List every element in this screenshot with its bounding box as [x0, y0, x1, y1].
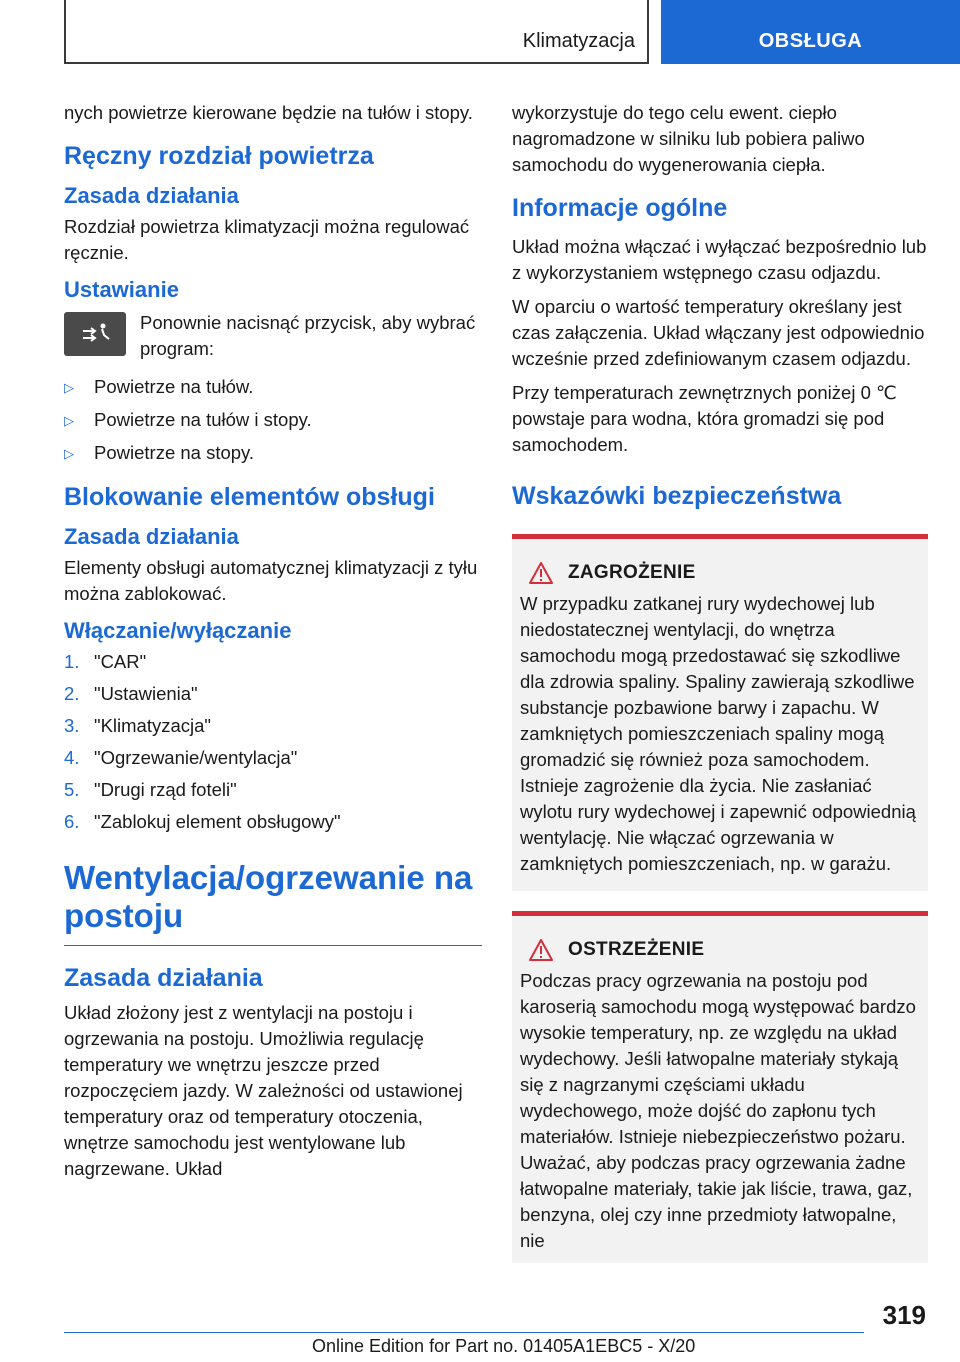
list-item: ▷ Powietrze na tułów. — [64, 374, 482, 401]
warning-title: OSTRZEŻENIE — [568, 939, 705, 960]
heading-parking-ventilation: Wentylacja/ogrzewanie na postoju — [64, 859, 482, 946]
setting-row — [64, 310, 482, 362]
setting-paragraph: Ponownie nacisnąć przycisk, aby wybrać program: — [140, 312, 476, 359]
warning-triangle-icon — [528, 561, 554, 585]
principle-1-paragraph: Rozdział powietrza klimatyzacji można regulować ręcznie. — [64, 216, 470, 263]
list-item: ▷ Powietrze na tułów i stopy. — [64, 407, 482, 434]
general-paragraph-3: Przy temperaturach zewnętrznych poniżej 0 ℃ powstaje para wodna, która gromadzi się pod samochodem. — [512, 382, 897, 455]
footer-divider — [64, 1332, 864, 1333]
heading-general-info: Informacje ogólne — [512, 194, 728, 222]
page-number: 319 — [882, 1300, 926, 1330]
right-column — [512, 100, 928, 1263]
list-item: ▷ Powietrze na stopy. — [64, 440, 482, 467]
header-section-title: Klimatyzacja — [522, 30, 635, 52]
list-item: 4. "Ogrzewanie/wentylacja" — [64, 747, 298, 768]
list-item: 3. "Klimatyzacja" — [64, 715, 211, 736]
triangle-bullet-icon: ▷ — [64, 446, 74, 461]
heading-on-off: Włączanie/wyłączanie — [64, 618, 292, 643]
principle-3-paragraph: Układ złożony jest z wentylacji na postoju i ogrzewania na postoju. Umożliwia regulację temperatury we wnętrzu jeszcze przed rozpoczęciem jazdy. W zależności od ustawionej temperatury oraz od temperatury otoczenia, wnętrze samochodu jest wentylowane lub nagrzewane. Układ — [64, 1002, 463, 1179]
air-distribution-button-icon — [64, 312, 126, 356]
triangle-bullet-icon: ▷ — [64, 380, 74, 395]
heading-principle-3: Zasada działania — [64, 964, 263, 992]
heading-lock-controls: Blokowanie elementów obsługi — [64, 483, 435, 511]
steps-list — [64, 649, 482, 835]
header-section-box — [64, 0, 649, 64]
danger-text: W przypadku zatkanej rury wydechowej lub niedostatecznej wentylacji, do wnętrza samochodu mogą przedostawać się szkodliwe dla zdrowia spaliny. Spaliny zawierają szkodliwe substancje pozbawione barwy i zapachu. W zamkniętych pomieszczeniach spaliny mogą gromadzić się również poza samochodem. Istnieje zagrożenie dla życia. Nie zasłaniać wylotu rury wydechowej i zapewnić odpowiednią wentylację. Nie włączać ogrzewania w zamkniętych pomieszczeniach, np. w garażu. — [520, 593, 916, 874]
triangle-bullet-icon: ▷ — [64, 413, 74, 428]
heading-setting: Ustawianie — [64, 277, 179, 302]
heading-principle-1: Zasada działania — [64, 183, 239, 208]
left-column — [64, 100, 482, 1190]
continued-paragraph: wykorzystuje do tego celu ewent. ciepło nagromadzone w silniku lub pobiera paliwo samochodu do wygenerowania ciepła. — [512, 102, 865, 175]
list-item: 5. "Drugi rząd foteli" — [64, 779, 237, 800]
list-item: 1. "CAR" — [64, 651, 147, 672]
general-paragraph-1: Układ można włączać i wyłączać bezpośrednio lub z wykorzystaniem wstępnego czasu odjazdu. — [512, 236, 927, 283]
warning-triangle-icon — [528, 938, 554, 962]
heading-manual-distribution: Ręczny rozdział powietrza — [64, 142, 374, 170]
warning-box — [512, 911, 928, 1263]
program-list — [64, 374, 482, 467]
danger-box — [512, 534, 928, 891]
warning-text: Podczas pracy ogrzewania na postoju pod karoserią samochodu mogą występować bardzo wysokie temperatury, np. ze względu na układ wydechowy. Jeśli łatwopalne materiały stykają się z nagrzanymi częściami układu wydechowego, może dojść do zapłonu tych materiałów. Istnieje niebezpieczeństwo pożaru. Uważać, aby podczas pracy ogrzewania żadne łatwopalne materiały, takie jak liście, trawa, gaz, benzyna, olej czy inne przedmioty łatwopalne, nie — [520, 970, 916, 1251]
list-item: 6. "Zablokuj element obsługowy" — [64, 811, 341, 832]
list-item: 2. "Ustawienia" — [64, 683, 198, 704]
principle-2-paragraph: Elementy obsługi automatycznej klimatyzacji z tyłu można zablokować. — [64, 557, 478, 604]
general-paragraph-2: W oparciu o wartość temperatury określany jest czas załączenia. Układ włączany jest odpowiednio wcześnie przed zdefiniowanym czasem odjazdu. — [512, 296, 925, 369]
footer-edition: Online Edition for Part no. 01405A1EBC5 - X/20 — [312, 1336, 696, 1356]
header-tab: OBSŁUGA — [661, 0, 960, 64]
heading-safety: Wskazówki bezpieczeństwa — [512, 482, 842, 510]
intro-paragraph: nych powietrze kierowane będzie na tułów i stopy. — [64, 102, 473, 123]
heading-principle-2: Zasada działania — [64, 524, 239, 549]
danger-title: ZAGROŻENIE — [568, 562, 696, 583]
